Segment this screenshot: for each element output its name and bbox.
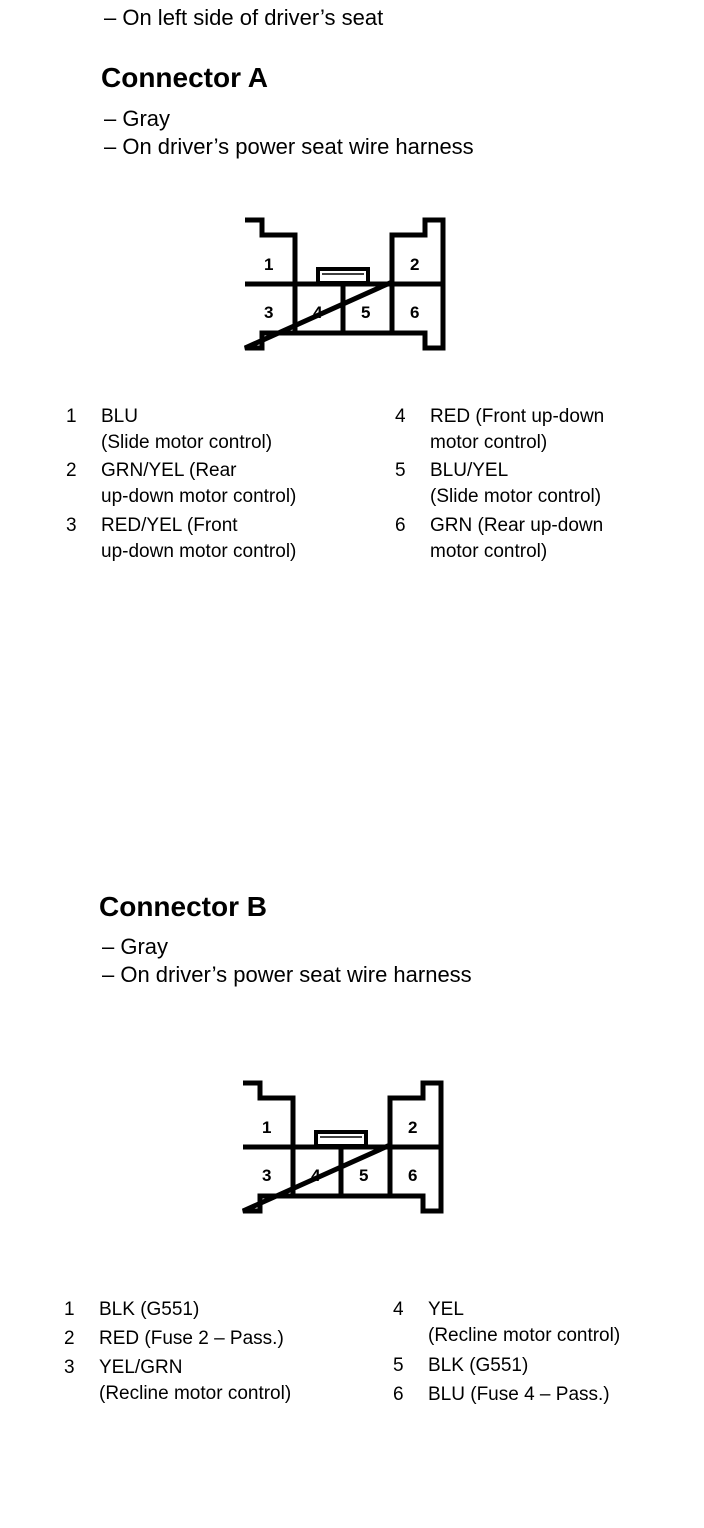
pin-label-5: 5	[361, 303, 371, 322]
list-item: 5 BLU/YEL (Slide motor control)	[395, 460, 602, 507]
list-item: 1 BLK (G551)	[64, 1299, 200, 1320]
pin-label-1: 1	[264, 255, 274, 274]
connector-b-diagram	[238, 1078, 448, 1218]
list-item: 3 YEL/GRN (Recline motor control)	[64, 1357, 292, 1404]
list-item: 2 RED (Fuse 2 – Pass.)	[64, 1328, 284, 1349]
list-item: 6 GRN (Rear up-down motor control)	[395, 515, 604, 562]
connector-b-color: – Gray	[102, 934, 169, 959]
list-item: 6 BLU (Fuse 4 – Pass.)	[393, 1384, 610, 1405]
pin-label-6: 6	[410, 303, 420, 322]
pin-label-6: 6	[408, 1166, 418, 1185]
connector-a-color: – Gray	[104, 106, 171, 131]
pin-list-b-col2	[393, 1297, 620, 1408]
pin-list-b-col1	[64, 1297, 291, 1407]
pin-label-1: 1	[262, 1118, 272, 1137]
list-item: 2 GRN/YEL (Rear up-down motor control)	[66, 460, 297, 507]
pin-list-a-col1	[66, 404, 296, 565]
list-item: 4 RED (Front up-down motor control)	[395, 406, 605, 453]
pin-label-3: 3	[262, 1166, 272, 1185]
pin-list-a-col2	[395, 404, 604, 565]
location-note: – On left side of driver’s seat	[104, 5, 384, 30]
list-item: 1 BLU (Slide motor control)	[66, 406, 273, 453]
pin-label-4: 4	[313, 303, 323, 322]
pin-label-2: 2	[408, 1118, 418, 1137]
connector-a-location: – On driver’s power seat wire harness	[104, 134, 474, 159]
connector-b-location: – On driver’s power seat wire harness	[102, 962, 472, 987]
list-item: 5 BLK (G551)	[393, 1355, 529, 1376]
pin-label-4: 4	[311, 1166, 321, 1185]
list-item: 4 YEL (Recline motor control)	[393, 1299, 621, 1346]
pin-label-5: 5	[359, 1166, 369, 1185]
connector-a-title: Connector A	[101, 62, 268, 93]
pin-label-3: 3	[264, 303, 274, 322]
connector-a-diagram	[240, 215, 450, 355]
list-item: 3 RED/YEL (Front up-down motor control)	[66, 515, 297, 562]
pin-label-2: 2	[410, 255, 420, 274]
connector-b-title: Connector B	[99, 891, 267, 922]
